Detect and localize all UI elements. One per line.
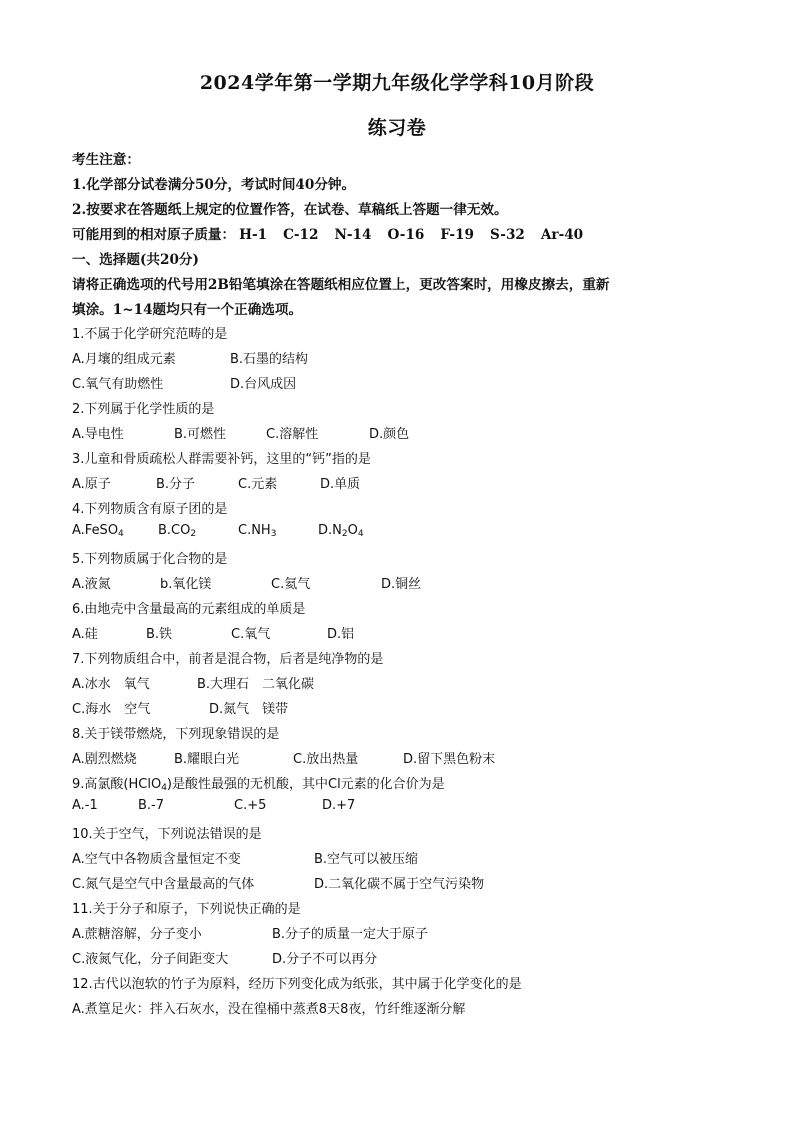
option: C.液氮气化，分子间距变大	[72, 952, 229, 967]
option: $D.N_2O_4$	[318, 523, 364, 539]
exam-title: 2024学年第一学期九年级化学学科10月阶段	[199, 72, 595, 94]
atomic-masses-label: 可能用到的相对原子质量：	[72, 227, 236, 243]
option: D.留下黑色粉末	[403, 752, 496, 767]
option: B.耀眼白光	[174, 752, 240, 767]
option: D.分子不可以再分	[272, 952, 378, 967]
question-stem: 2.下列属于化学性质的是	[72, 402, 215, 417]
atomic-masses	[72, 223, 599, 243]
mass-o: O-16	[387, 227, 425, 243]
question-stem: 5.下列物质属于化合物的是	[72, 552, 228, 567]
question-stem: 7.下列物质组合中，前者是混合物，后者是纯净物的是	[72, 652, 384, 667]
mass-n: N-14	[334, 227, 372, 243]
option: B.铁	[146, 627, 173, 642]
question-stem: 11.关于分子和原子，下列说快正确的是	[72, 902, 301, 917]
question-stem: 3.儿童和骨质疏松人群需要补钙，这里的“钙”指的是	[72, 452, 371, 467]
option: C.元素	[238, 477, 278, 492]
option: A.冰水 氧气	[72, 677, 150, 692]
question-stem: 4.下列物质含有原子团的是	[72, 502, 228, 517]
section-instruction-2: 填涂。1~14题均只有一个正确选项。	[72, 302, 303, 318]
notice-item-1: 1.化学部分试卷满分50分，考试时间40分钟。	[72, 177, 356, 193]
question-stem: 6.由地壳中含量最高的元素组成的单质是	[72, 602, 306, 617]
option: A.液氮	[72, 577, 111, 592]
option: B.大理石 二氧化碳	[197, 677, 315, 692]
option: C.氧气	[231, 627, 271, 642]
option: $B.CO_2$	[158, 523, 197, 539]
option: A.月壤的组成元素	[72, 352, 176, 367]
exam-subtitle: 练习卷	[367, 117, 427, 139]
option: A.空气中各物质含量恒定不变	[72, 852, 241, 867]
option: A.硅	[72, 627, 98, 642]
mass-ar: Ar-40	[540, 227, 584, 243]
option: B.可燃性	[174, 427, 227, 442]
option: B.-7	[138, 798, 165, 813]
option: C.溶解性	[266, 427, 319, 442]
option: A.煮篁足火：拌入石灰水，没在徨桶中蒸煮8天8夜，竹纤维逐渐分解	[72, 1002, 466, 1017]
option: A.FeSO$_4$	[72, 523, 124, 539]
option: B.空气可以被压缩	[314, 852, 419, 867]
option: b.氧化镁	[160, 577, 212, 592]
option: C.+5	[234, 798, 267, 813]
mass-c: C-12	[283, 227, 319, 243]
option: A.剧烈燃烧	[72, 752, 137, 767]
option: D.单质	[320, 477, 361, 492]
option: $C.NH_3$	[238, 523, 277, 539]
option: D.铜丝	[381, 577, 422, 592]
option: B.分子的质量一定大于原子	[272, 927, 429, 942]
option: A.导电性	[72, 427, 124, 442]
option: A.原子	[72, 477, 111, 492]
option: C.海水 空气	[72, 702, 151, 717]
question-stem: 10.关于空气，下列说法错误的是	[72, 827, 262, 842]
option: C.氧气有助燃性	[72, 377, 164, 392]
option: C.氦气	[271, 577, 311, 592]
option: A.-1	[72, 798, 98, 813]
mass-s: S-32	[489, 227, 525, 243]
option: D.氮气 镁带	[209, 702, 289, 717]
option: C.氮气是空气中含量最高的气体	[72, 877, 255, 892]
option: C.放出热量	[293, 752, 359, 767]
section-instruction-1: 请将正确选项的代号用2B铅笔填涂在答题纸相应位置上，更改答案时，用橡皮擦去，重新	[72, 277, 610, 293]
question-stem: 1.不属于化学研究范畴的是	[72, 327, 228, 342]
option: A.蔗糖溶解，分子变小	[72, 927, 202, 942]
option: D.铝	[327, 627, 355, 642]
option: D.颜色	[369, 427, 410, 442]
question-stem: 9.高氯酸(HClO$_4$)是酸性最强的无机酸，其中Cl元素的化合价为是	[72, 777, 445, 793]
option: B.分子	[156, 477, 196, 492]
question-stem: 12.古代以泡软的竹子为原料，经历下列变化成为纸张，其中属于化学变化的是	[72, 977, 522, 992]
section-heading: 一、选择题(共20分)	[72, 252, 199, 268]
notice-heading: 考生注意：	[72, 152, 140, 168]
notice-item-2: 2.按要求在答题纸上规定的位置作答，在试卷、草稿纸上答题一律无效。	[72, 202, 508, 218]
mass-f: F-19	[440, 227, 474, 243]
option: B.石墨的结构	[230, 352, 309, 367]
option: D.台风成因	[230, 377, 297, 392]
option: D.+7	[322, 798, 356, 813]
mass-h: H-1	[239, 227, 268, 243]
option: D.二氧化碳不属于空气污染物	[314, 877, 485, 892]
question-stem: 8.关于镁带燃烧，下列现象错误的是	[72, 727, 280, 742]
